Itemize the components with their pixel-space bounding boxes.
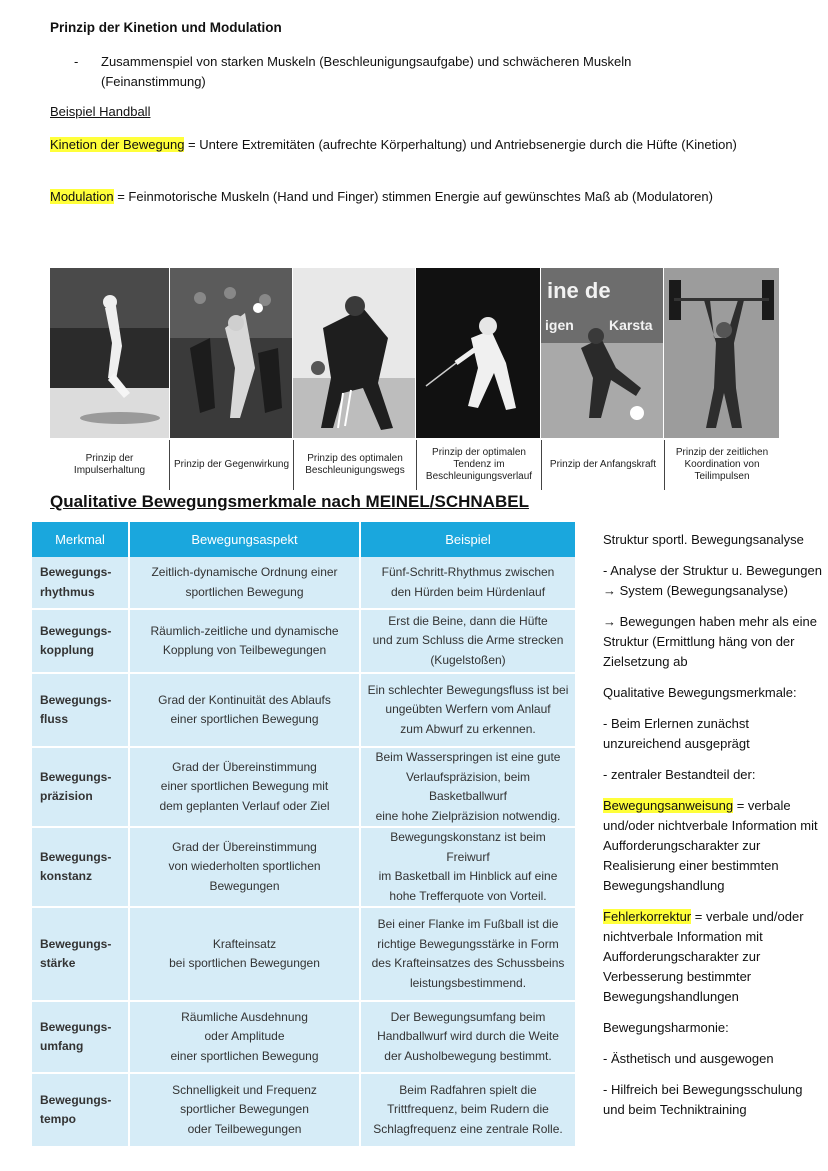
note-analyse: - Analyse der Struktur u. Bewegungen → System (Bewegungsanalyse) bbox=[603, 563, 822, 598]
note-mehrere-strukturen: → Bewegungen haben mehr als eine Struktur (Ermittlung häng von der Zielsetzung ab bbox=[603, 614, 817, 669]
photo-optimale-tendenz bbox=[416, 268, 540, 438]
cell-beispiel: Bewegungskonstanz ist beim Freiwurf im Basketball im Hinblick auf eine hohe Trefferquote von Vorteil. bbox=[360, 827, 575, 907]
table-row bbox=[32, 609, 575, 673]
cell-bewegungsaspekt: Grad der Übereinstimmung von wiederholten sportlichen Bewegungen bbox=[129, 827, 360, 907]
cell-beispiel: Der Bewegungsumfang beim Handballwurf wird durch die Weite der Ausholbewegung bestimmt. bbox=[360, 1001, 575, 1073]
cell-beispiel: Fünf-Schritt-Rhythmus zwischen den Hürden beim Hürdenlauf bbox=[360, 557, 575, 609]
cell-bewegungsaspekt: Zeitlich-dynamische Ordnung einer sportlichen Bewegung bbox=[129, 557, 360, 609]
table-row bbox=[32, 907, 575, 1001]
kinetion-term: Kinetion der Bewegung bbox=[50, 137, 185, 152]
note-hilfreich: - Hilfreich bei Bewegungsschulung und beim Techniktraining bbox=[603, 1082, 803, 1117]
bullet-text: Zusammenspiel von starken Muskeln (Beschleunigungsaufgabe) und schwächeren Muskeln (Feinanstimmung) bbox=[101, 54, 632, 89]
table-row bbox=[32, 1073, 575, 1147]
header-beispiel: Beispiel bbox=[360, 522, 575, 557]
header-bewegungsaspekt: Bewegungsaspekt bbox=[129, 522, 360, 557]
table-row bbox=[32, 673, 575, 747]
modulation-text: = Feinmotorische Muskeln (Hand und Finger) stimmen Energie auf gewünschtes Maß ab (Modulatoren) bbox=[113, 189, 713, 204]
right-column-notes bbox=[603, 530, 825, 1131]
caption-zeitliche-koordination: Prinzip der zeitlichen Koordination von Teilimpulsen bbox=[664, 440, 779, 490]
table-row bbox=[32, 827, 575, 907]
cell-merkmal: Bewegungs- konstanz bbox=[32, 827, 129, 907]
cell-beispiel: Bei einer Flanke im Fußball ist die richtige Bewegungsstärke in Form des Krafteinsatzes des Schussbeins leistungsbestimmend. bbox=[360, 907, 575, 1001]
term-fehlerkorrektur: Fehlerkorrektur bbox=[603, 909, 692, 924]
cell-merkmal: Bewegungs- umfang bbox=[32, 1001, 129, 1073]
cell-merkmal: Bewegungs- tempo bbox=[32, 1073, 129, 1147]
table-header-row bbox=[32, 522, 575, 557]
sign-text-1: ine de bbox=[547, 278, 611, 303]
modulation-paragraph bbox=[50, 187, 770, 207]
note-qualitative: Qualitative Bewegungsmerkmale: bbox=[603, 685, 797, 700]
cell-merkmal: Bewegungs- kopplung bbox=[32, 609, 129, 673]
cell-bewegungsaspekt: Räumliche Ausdehnung oder Amplitude einer sportlichen Bewegung bbox=[129, 1001, 360, 1073]
kinetion-text: = Untere Extremitäten (aufrechte Körperhaltung) und Antriebsenergie durch die Hüfte (Kinetion) bbox=[184, 137, 737, 152]
cell-beispiel: Beim Radfahren spielt die Trittfrequenz, beim Rudern die Schlagfrequenz eine zentrale Rolle. bbox=[360, 1073, 575, 1147]
caption-beschleunigungsweg: Prinzip des optimalen Beschleunigungswegs bbox=[293, 440, 416, 490]
caption-impulserhaltung: Prinzip der Impulserhaltung bbox=[73, 453, 146, 476]
cell-beispiel: Ein schlechter Bewegungsfluss ist bei ungeübten Werfern vom Anlauf zum Abwurf zu erkennen. bbox=[360, 673, 575, 747]
header-merkmal: Merkmal bbox=[32, 522, 129, 557]
note-bewegungsanweisung bbox=[603, 796, 825, 896]
note-erlernen: - Beim Erlernen zunächst unzureichend ausgeprägt bbox=[603, 716, 750, 751]
table-row bbox=[32, 1001, 575, 1073]
kinetion-paragraph bbox=[50, 135, 770, 155]
caption-anfangskraft: Prinzip der Anfangskraft bbox=[541, 440, 664, 490]
cell-bewegungsaspekt: Schnelligkeit und Frequenz sportlicher Bewegungen oder Teilbewegungen bbox=[129, 1073, 360, 1147]
photo-anfangskraft bbox=[541, 268, 663, 438]
photo-impulserhaltung bbox=[50, 268, 169, 438]
table-row bbox=[32, 747, 575, 827]
table-row bbox=[32, 557, 575, 609]
modulation-term: Modulation bbox=[50, 189, 114, 204]
note-harmonie: Bewegungsharmonie: bbox=[603, 1020, 729, 1035]
cell-merkmal: Bewegungs- stärke bbox=[32, 907, 129, 1001]
sign-text-3: Karsta bbox=[609, 317, 653, 333]
section-heading: Qualitative Bewegungsmerkmale nach MEINEL/SCHNABEL bbox=[50, 492, 529, 511]
bullet-dash: - bbox=[74, 54, 79, 69]
cell-beispiel: Erst die Beine, dann die Hüfte und zum Schluss die Arme strecken (Kugelstoßen) bbox=[360, 609, 575, 673]
term-bewegungsanweisung: Bewegungsanweisung bbox=[603, 798, 734, 813]
cell-beispiel: Beim Wasserspringen ist eine gute Verlaufspräzision, beim Basketballwurf eine hohe Zielpräzision notwendig. bbox=[360, 747, 575, 827]
photo-beschleunigungsweg bbox=[293, 268, 415, 438]
note-aesthetisch: - Ästhetisch und ausgewogen bbox=[603, 1051, 774, 1066]
text-bewegungsanweisung: = verbale und/oder nichtverbale Information mit Aufforderungscharakter zur Realisierung einer bestimmten Bewegungshandlung bbox=[603, 798, 818, 893]
photo-gegenwirkung bbox=[170, 268, 292, 438]
sign-text-2: igen bbox=[545, 317, 574, 333]
note-bestandteil: - zentraler Bestandteil der: bbox=[603, 767, 756, 782]
cell-bewegungsaspekt: Krafteinsatz bei sportlichen Bewegungen bbox=[129, 907, 360, 1001]
text-fehlerkorrektur: = verbale und/oder nichtverbale Information mit Aufforderungscharakter zur Verbesserung bestimmter Bewegungshandlungen bbox=[603, 909, 804, 1004]
cell-bewegungsaspekt: Grad der Kontinuität des Ablaufs einer sportlichen Bewegung bbox=[129, 673, 360, 747]
note-fehlerkorrektur bbox=[603, 907, 825, 1007]
photo-strip bbox=[50, 268, 779, 490]
caption-optimale-tendenz: Prinzip der optimalen Tendenz im Beschleunigungsverlauf bbox=[416, 440, 541, 490]
cell-bewegungsaspekt: Räumlich-zeitliche und dynamische Kopplung von Teilbewegungen bbox=[129, 609, 360, 673]
caption-gegenwirkung: Prinzip der Gegenwirkung bbox=[169, 440, 293, 490]
note-struktur: Struktur sportl. Bewegungsanalyse bbox=[603, 532, 804, 547]
example-subtitle: Beispiel Handball bbox=[50, 104, 151, 119]
cell-merkmal: Bewegungs- rhythmus bbox=[32, 557, 129, 609]
cell-bewegungsaspekt: Grad der Übereinstimmung einer sportlichen Bewegung mit dem geplanten Verlauf oder Ziel bbox=[129, 747, 360, 827]
cell-merkmal: Bewegungs- fluss bbox=[32, 673, 129, 747]
page-title: Prinzip der Kinetion und Modulation bbox=[50, 20, 282, 35]
bewegungsmerkmale-table bbox=[32, 522, 575, 1148]
photo-zeitliche-koordination bbox=[664, 268, 779, 438]
cell-merkmal: Bewegungs- präzision bbox=[32, 747, 129, 827]
